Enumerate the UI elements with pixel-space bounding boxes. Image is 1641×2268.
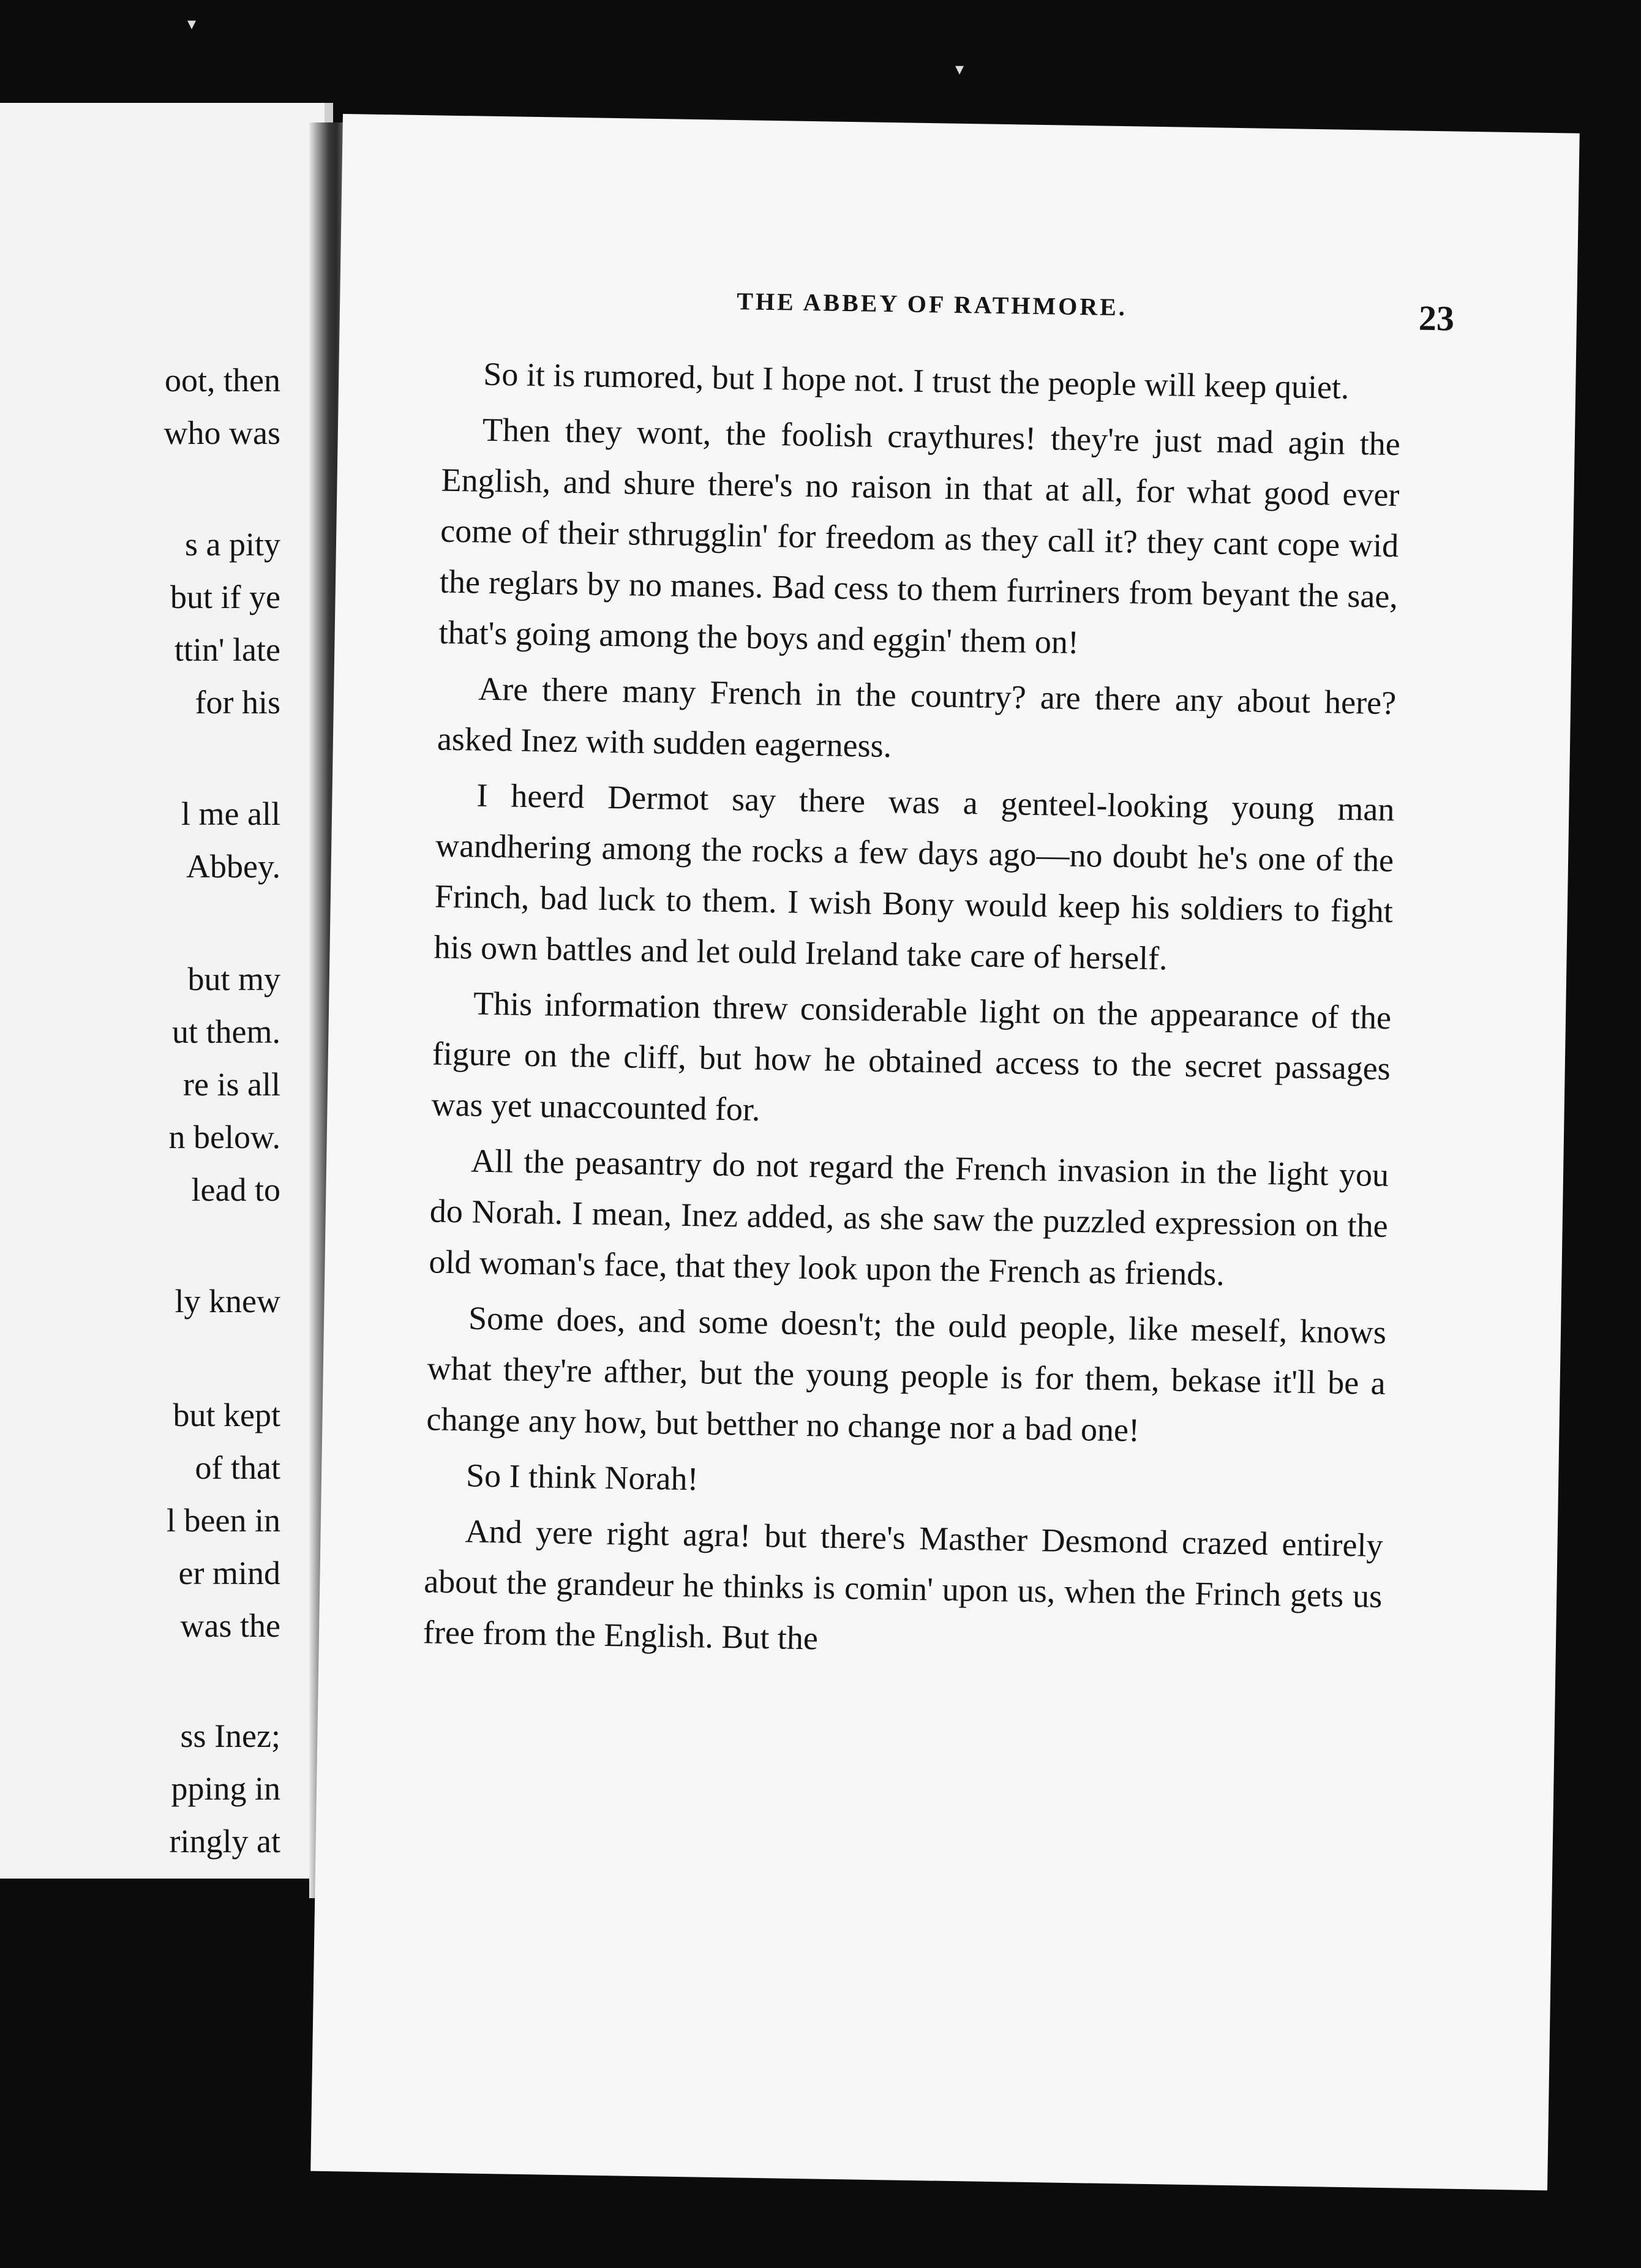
left-page-text-fragment: ttin' late (174, 631, 280, 668)
paragraph: So I think Norah! (465, 1457, 699, 1498)
paragraph: Some does, and some doesn't; the ould people, like meself, knows what they're afther, but the young people is for them, bekase it'll be a change any how, but betther no change nor a bad one! (426, 1299, 1387, 1449)
left-page-text-fragment: who was (163, 415, 280, 451)
paragraph: I heerd Dermot say there was a genteel-looking young man wandhering among the rocks a few days ago—no doubt he's one of the Frinch, bad luck to them. I wish Bony would keep his soldiers to fight his own battles and let ould Ireland take care of herself. (434, 776, 1395, 977)
left-page-text-fragment: but kept (173, 1397, 280, 1433)
paragraph: Are there many French in the country? are there any about here? asked Inez with sudden eagerness. (437, 670, 1397, 765)
left-page-text-fragment: of that (195, 1449, 280, 1486)
left-page-text-fragment: er mind (178, 1555, 280, 1591)
scan-speck: ▾ (187, 15, 197, 34)
left-page-text-fragment: re is all (183, 1066, 280, 1103)
body-text (422, 348, 1402, 1678)
left-page-text-fragment: oot, then (165, 362, 280, 399)
left-page-text-fragment: n below. (168, 1119, 280, 1155)
page-number: 23 (1418, 298, 1455, 339)
paragraph: So it is rumored, but I hope not. I trust the people will keep quiet. (483, 355, 1350, 406)
left-page-text-fragment: ly knew (175, 1283, 280, 1320)
left-page-text-fragment: lead to (191, 1171, 280, 1208)
left-page-text-fragment: pping in (171, 1770, 280, 1807)
left-page-text-fragment: ringly at (169, 1823, 280, 1860)
left-page-text-fragment: ut them. (172, 1013, 280, 1050)
paragraph: This information threw considerable light on the appearance of the figure on the cliff, but how he obtained access to the secret passages was yet unaccounted for. (431, 985, 1392, 1128)
left-page (0, 103, 333, 1879)
left-page-text-fragment: s a pity (185, 526, 280, 563)
scan-speck: ▾ (955, 60, 964, 79)
left-page-text-fragment: l been in (167, 1502, 280, 1539)
paragraph: Then they wont, the foolish craythures! they're just mad agin the English, and shure there's no raison in that at all, for what good ever come of their sthrugglin' for freedom as they call it? they cant cope wid the reglars by no manes. Bad cess to them furriners from beyant the sae, that's going among the boys and eggin' them on! (438, 411, 1401, 661)
left-page-text-fragment: was the (180, 1607, 280, 1644)
left-page-text-fragment: Abbey. (186, 848, 280, 885)
left-page-text-fragment: for his (195, 684, 280, 721)
left-page-text-fragment: but if ye (170, 579, 280, 615)
left-page-text-fragment: ss Inez; (180, 1718, 280, 1754)
paragraph: All the peasantry do not regard the French invasion in the light you do Norah. I mean, Inez added, as she saw the puzzled expression on the old woman's face, that they look upon the French as friends. (429, 1142, 1389, 1293)
left-page-text-fragment: l me all (181, 795, 280, 832)
paragraph: And yere right agra! but there's Masther Desmond crazed entirely about the grandeur he thinks is comin' upon us, when the Frinch gets us free from the English. But the (422, 1512, 1383, 1657)
running-head: THE ABBEY OF RATHMORE. (736, 287, 1128, 321)
left-page-text-fragment: but my (187, 961, 280, 997)
right-page (310, 114, 1580, 2190)
